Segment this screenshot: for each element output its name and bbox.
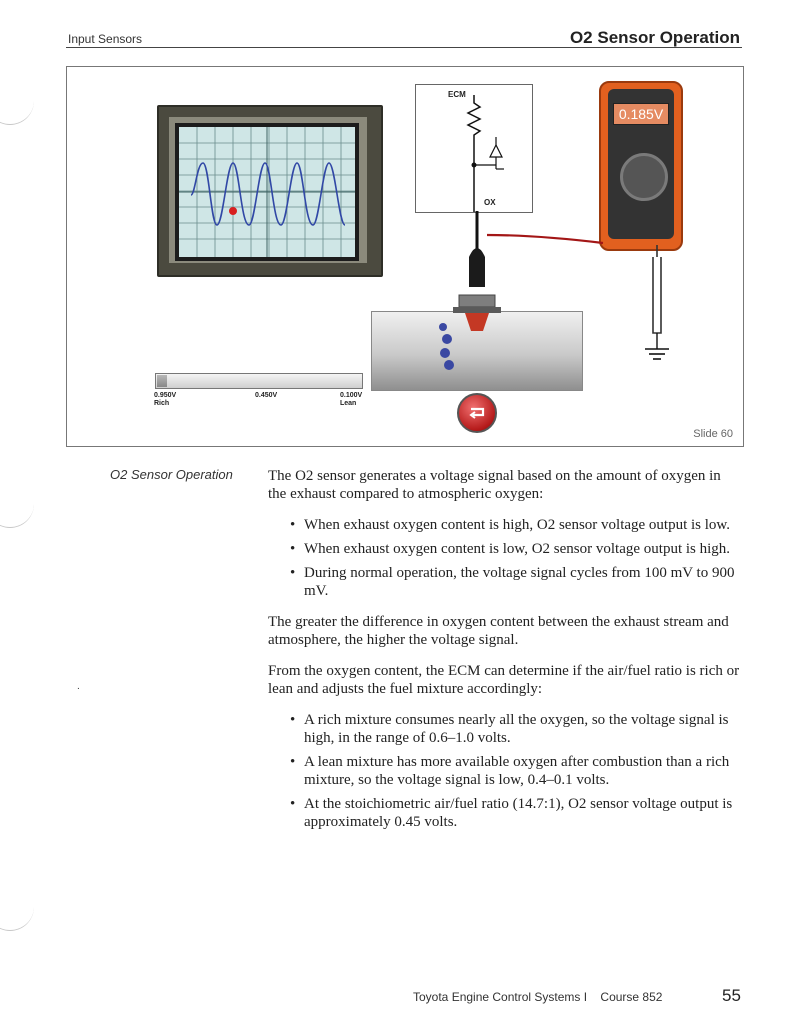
multimeter-display: 0.185V (613, 103, 669, 125)
bar-label-lean: 0.100V Lean (340, 392, 363, 407)
list-item: • When exhaust oxygen content is high, O2 sensor voltage output is low. (304, 516, 740, 534)
slide-illustration (66, 66, 744, 447)
sensor-wiring (67, 67, 743, 446)
binder-hole (0, 503, 34, 528)
bar-label-rich: 0.950V Rich (154, 392, 177, 407)
intro-paragraph: The O2 sensor generates a voltage signal based on the amount of oxygen in the exhaust compared to atmospheric oxygen: (268, 468, 721, 502)
bar-label-mid: 0.450V (255, 392, 278, 399)
paragraph-3: From the oxygen content, the ECM can determine if the air/fuel ratio is rich or lean and adjusts the fuel mixture accordingly: (268, 663, 740, 697)
header-divider (66, 47, 742, 48)
binder-hole (0, 906, 34, 931)
slide-number: Slide 60 (693, 428, 733, 440)
page-title: O2 Sensor Operation (569, 28, 740, 47)
list-item: • When exhaust oxygen content is low, O2 sensor voltage output is high. (304, 540, 740, 558)
header-section-label: Input Sensors (68, 32, 143, 46)
list-item: • A lean mixture has more available oxygen after combustion than a rich mixture, so the voltage signal is low, 0.4–0.1 volts. (304, 753, 740, 789)
schematic-ecm-label: ECM (448, 90, 466, 99)
page-number: 55 (722, 986, 741, 1005)
paragraph-2: The greater the difference in oxygen content between the exhaust stream and atmosphere, the higher the voltage signal. (268, 614, 729, 648)
section-side-title: O2 Sensor Operation (110, 467, 233, 482)
stray-mark: . (77, 681, 80, 692)
body-text (268, 467, 740, 844)
bullet-list-1 (268, 516, 740, 600)
bullet-list-2 (268, 711, 740, 831)
list-item: • A rich mixture consumes nearly all the oxygen, so the voltage signal is high, in the range of 0.6–1.0 volts. (304, 711, 740, 747)
binder-hole (0, 100, 34, 125)
list-item: • At the stoichiometric air/fuel ratio (14.7:1), O2 sensor voltage output is approximately 0.45 volts. (304, 795, 740, 831)
schematic-ox-label: OX (484, 198, 496, 207)
list-item: • During normal operation, the voltage signal cycles from 100 mV to 900 mV. (304, 564, 740, 600)
replay-button[interactable] (457, 393, 497, 433)
footer-course: Toyota Engine Control Systems I Course 852 (413, 990, 663, 1004)
